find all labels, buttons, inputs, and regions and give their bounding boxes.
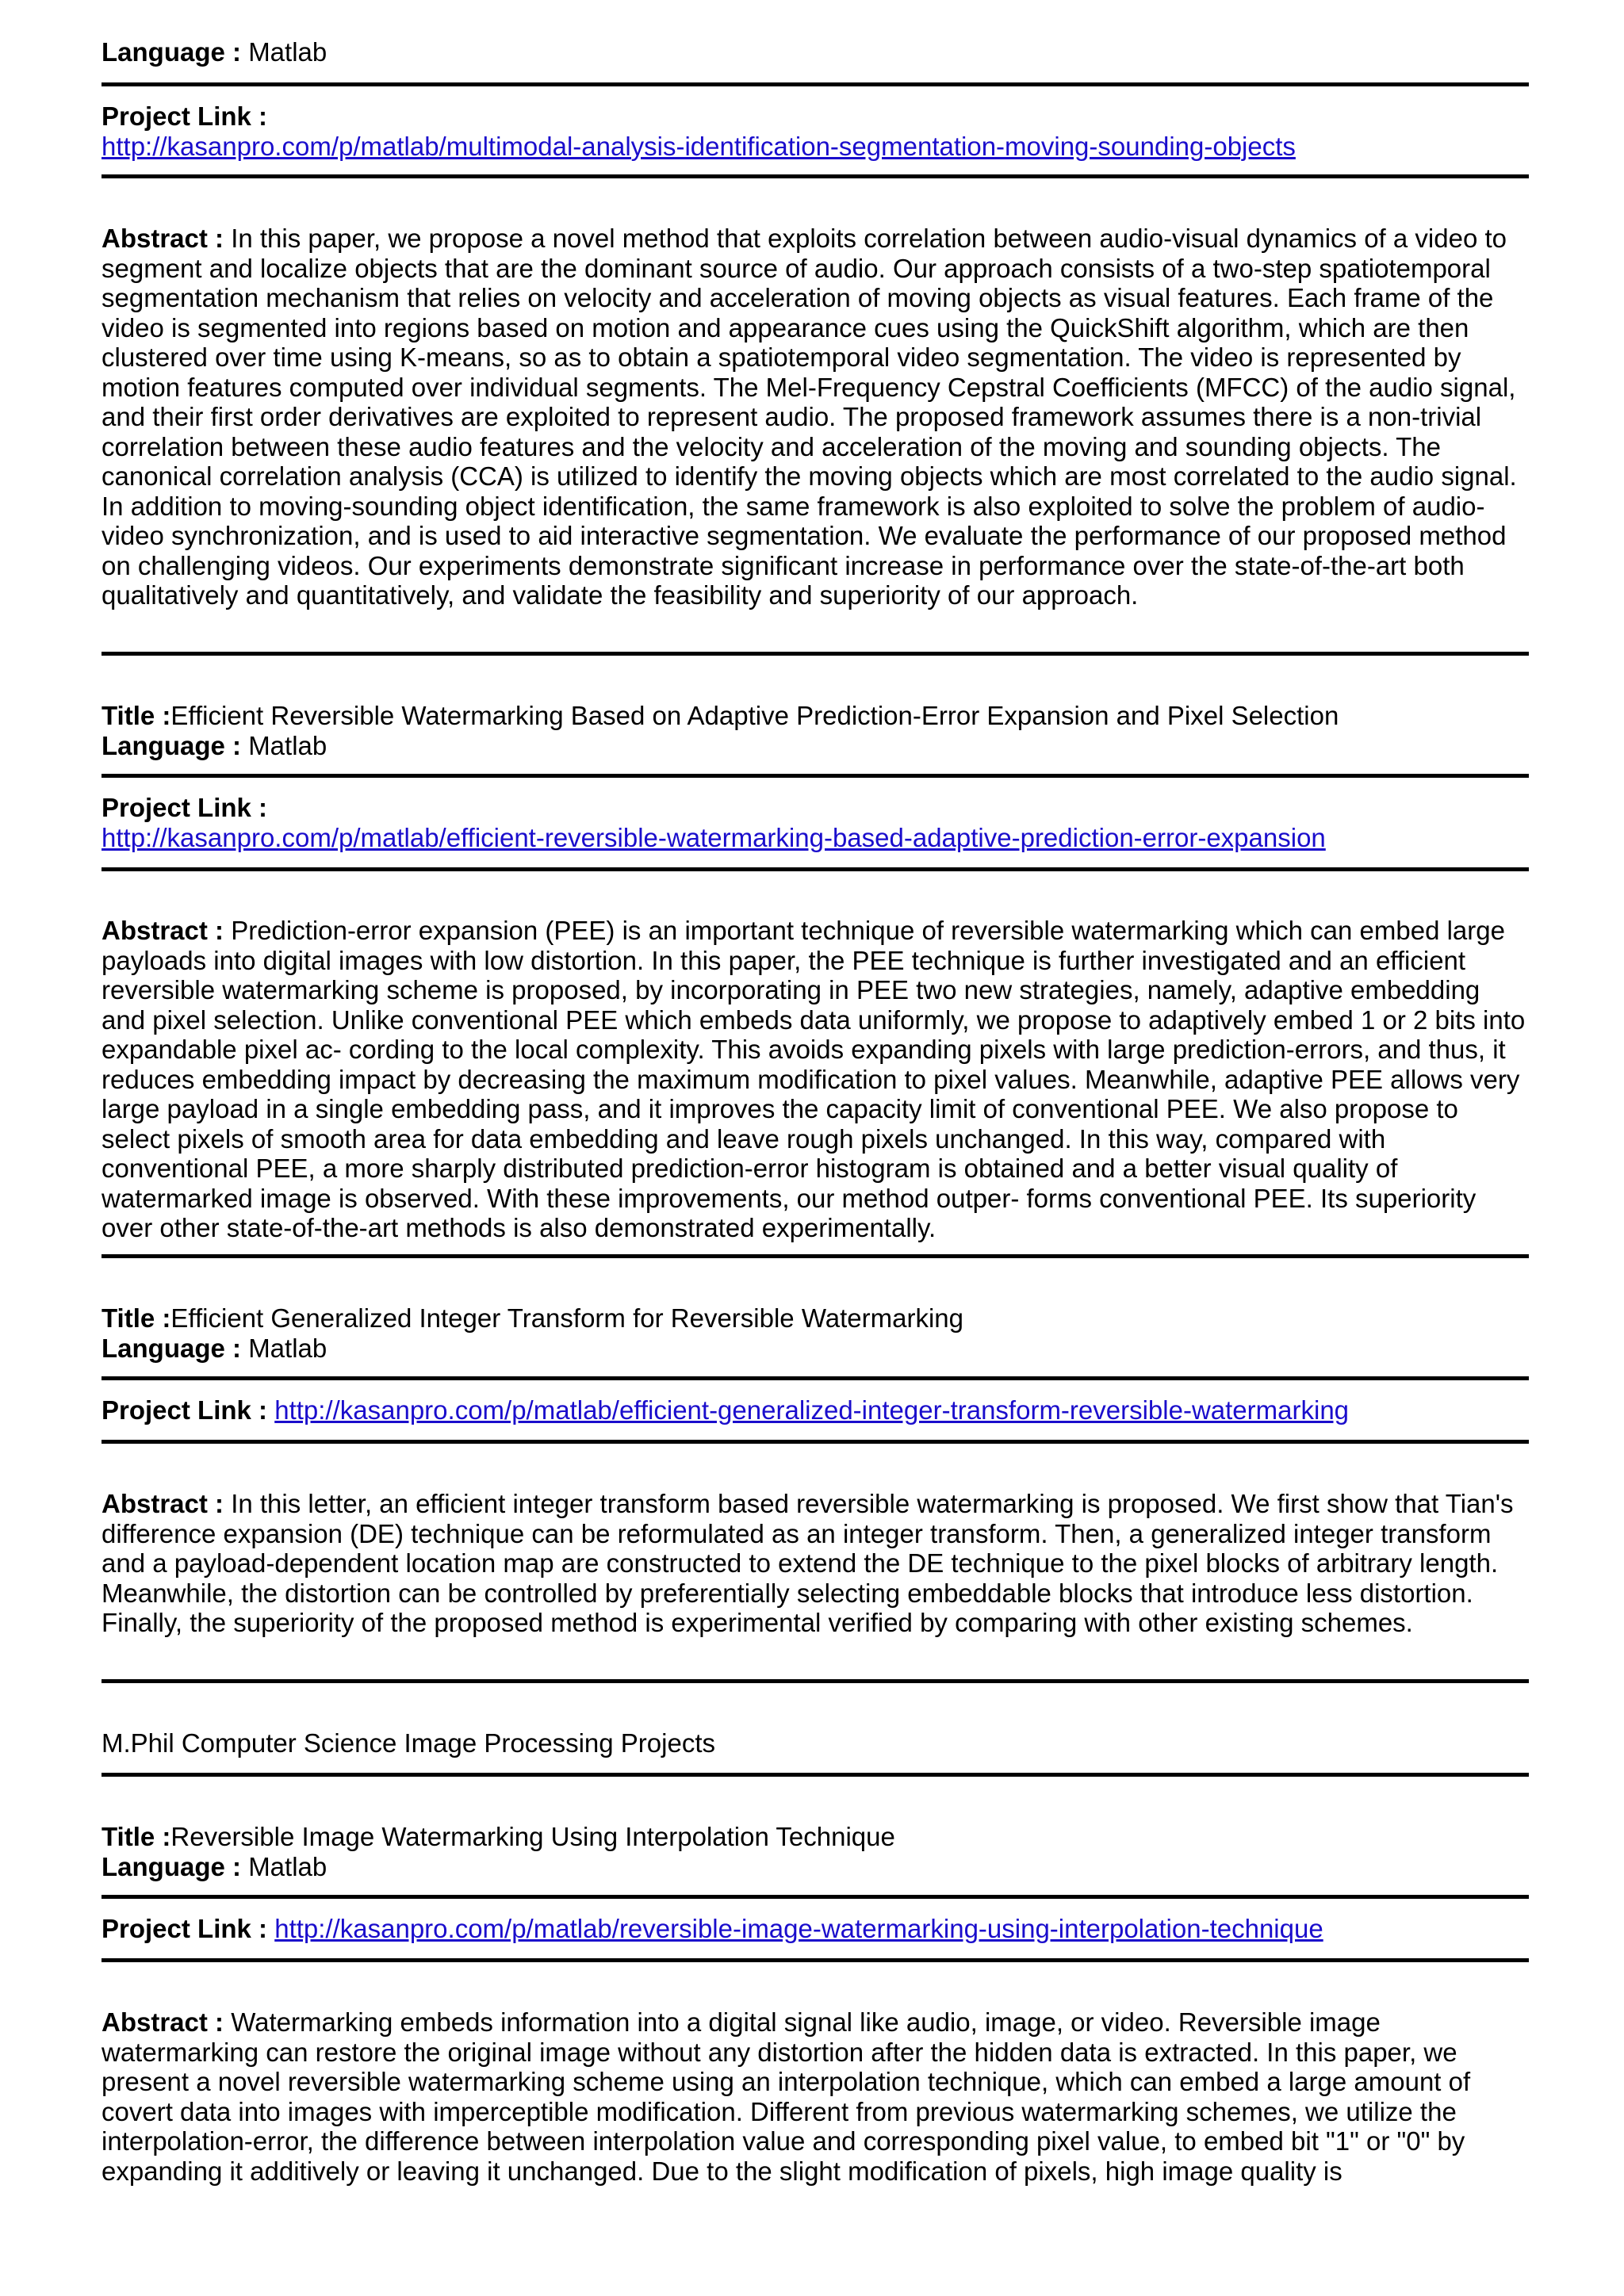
- language-line: Language : Matlab: [102, 37, 327, 67]
- project-link[interactable]: http://kasanpro.com/p/matlab/efficient-reversible-watermarking-based-adaptive-prediction-error-expansion: [102, 822, 1326, 852]
- divider: [102, 1440, 1529, 1444]
- abstract-label: Abstract :: [102, 224, 224, 253]
- abstract-text: Watermarking embeds information into a digital signal like audio, image, or video. Reversible image watermarking can restore the original image without any distortion after the hidden data is extracted. In this paper, we present a novel reversible watermarking scheme using an interpolation technique, which can embed a large amount of covert data into images with imperceptible modification. Different from previous watermarking schemes, we utilize the interpolation-error, the difference between interpolation value and corresponding pixel value, to embed bit "1" or "0" by expanding it additively or leaving it unchanged. Due to the slight modification of pixels, high image quality is: [102, 2007, 1471, 2186]
- project-link[interactable]: http://kasanpro.com/p/matlab/reversible-image-watermarking-using-interpolation-technique: [274, 1914, 1323, 1943]
- language-value: Matlab: [248, 730, 327, 760]
- project-link[interactable]: http://kasanpro.com/p/matlab/efficient-generalized-integer-transform-reversible-watermarking: [274, 1395, 1350, 1425]
- abstract-text: In this paper, we propose a novel method that exploits correlation between audio-visual dynamics of a video to segment and localize objects that are the dominant source of audio. Our approach consists of a two-step spatiotemporal segmentation mechanism that relies on velocity and acceleration of moving objects as visual features. Each frame of the video is segmented into regions based on motion and appearance cues using the QuickShift algorithm, which are then clustered over time using K-means, so as to obtain a spatiotemporal video segmentation. The video is represented by motion features computed over individual segments. The Mel-Frequency Cepstral Coefficients (MFCC) of the audio signal, and their first order derivatives are exploited to represent audio. The proposed framework assumes there is a non-trivial correlation between these audio features and the velocity and acceleration of the moving and sounding objects. The canonical correlation analysis (CCA) is utilized to identify the moving objects which are most correlated to the audio signal. In addition to moving-sounding object identification, the same framework is also exploited to solve the problem of audio-video synchronization, and is used to aid interactive segmentation. We evaluate the performance of our proposed method on challenging videos. Our experiments demonstrate significant increase in performance over the state-of-the-art both qualitatively and quantitatively, and validate the feasibility and superiority of our approach.: [102, 224, 1517, 610]
- divider: [102, 174, 1529, 178]
- project-link-block: [102, 101, 1529, 161]
- abstract-text: In this letter, an efficient integer transform based reversible watermarking is proposed. We first show that Tian's difference expansion (DE) technique can be reformulated as an integer transform. Then, a generalized integer transform and a payload-dependent location map are constructed to extend the DE technique to the pixel blocks of arbitrary length. Meanwhile, the distortion can be controlled by preferentially selecting embeddable blocks that introduce less distortion. Finally, the superiority of the proposed method is experimental verified by comparing with other existing schemes.: [102, 1489, 1514, 1637]
- divider: [102, 82, 1529, 86]
- title-language-block: [102, 1303, 1529, 1363]
- project-link-block: [102, 1914, 1529, 1944]
- entry-title: Efficient Generalized Integer Transform for Reversible Watermarking: [170, 1303, 963, 1333]
- project-link-block: [102, 1395, 1529, 1425]
- language-value: Matlab: [248, 1851, 327, 1881]
- abstract-block: [102, 916, 1529, 1243]
- abstract-block: [102, 2007, 1529, 2186]
- title-label: Title :: [102, 1303, 171, 1333]
- abstract-text: Prediction-error expansion (PEE) is an important technique of reversible watermarking which can embed large payloads into digital images with low distortion. In this paper, the PEE technique is further investigated and an efficient reversible watermarking scheme is proposed, by incorporating in PEE two new strategies, namely, adaptive embedding and pixel selection. Unlike conventional PEE which embeds data uniformly, we propose to adaptively embed 1 or 2 bits into expandable pixel ac- cording to the local complexity. This avoids expanding pixels with large prediction-errors, and thus, it reduces embedding impact by decreasing the maximum modification to pixel values. Meanwhile, adaptive PEE allows very large payload in a single embedding pass, and it improves the capacity limit of conventional PEE. We also propose to select pixels of smooth area for data embedding and leave rough pixels unchanged. In this way, compared with conventional PEE, a more sharply distributed prediction-error histogram is obtained and a better visual quality of watermarked image is observed. With these improvements, our method outper- forms conventional PEE. Its superiority over other state-of-the-art methods is also demonstrated experimentally.: [102, 916, 1526, 1242]
- divider: [102, 1958, 1529, 1962]
- entry-title: Efficient Reversible Watermarking Based on Adaptive Prediction-Error Expansion and Pixel Selection: [170, 701, 1339, 730]
- title-language-block: [102, 1822, 1529, 1881]
- language-value: Matlab: [248, 1333, 327, 1363]
- project-link-label: Project Link :: [102, 793, 268, 822]
- abstract-label: Abstract :: [102, 1489, 224, 1518]
- abstract-block: [102, 1489, 1529, 1638]
- project-link-label: Project Link :: [102, 101, 268, 131]
- project-link-label: Project Link :: [102, 1395, 268, 1425]
- title-language-block: [102, 701, 1529, 760]
- divider: [102, 1895, 1529, 1899]
- divider: [102, 1773, 1529, 1777]
- project-link-label: Project Link :: [102, 1914, 268, 1943]
- language-label: Language :: [102, 1333, 242, 1363]
- title-label: Title :: [102, 1822, 171, 1851]
- project-link[interactable]: http://kasanpro.com/p/matlab/multimodal-analysis-identification-segmentation-moving-sounding-objects: [102, 131, 1296, 161]
- divider: [102, 652, 1529, 656]
- abstract-label: Abstract :: [102, 2007, 224, 2037]
- language-label: Language :: [102, 730, 242, 760]
- title-label: Title :: [102, 701, 171, 730]
- divider: [102, 1254, 1529, 1258]
- language-label: Language :: [102, 1851, 242, 1881]
- divider: [102, 1679, 1529, 1683]
- abstract-label: Abstract :: [102, 916, 224, 945]
- divider: [102, 1376, 1529, 1380]
- divider: [102, 774, 1529, 778]
- abstract-block: [102, 224, 1529, 610]
- entry-title: Reversible Image Watermarking Using Interpolation Technique: [170, 1822, 895, 1851]
- project-link-block: [102, 793, 1529, 852]
- section-heading: M.Phil Computer Science Image Processing Projects: [102, 1728, 715, 1758]
- divider: [102, 867, 1529, 871]
